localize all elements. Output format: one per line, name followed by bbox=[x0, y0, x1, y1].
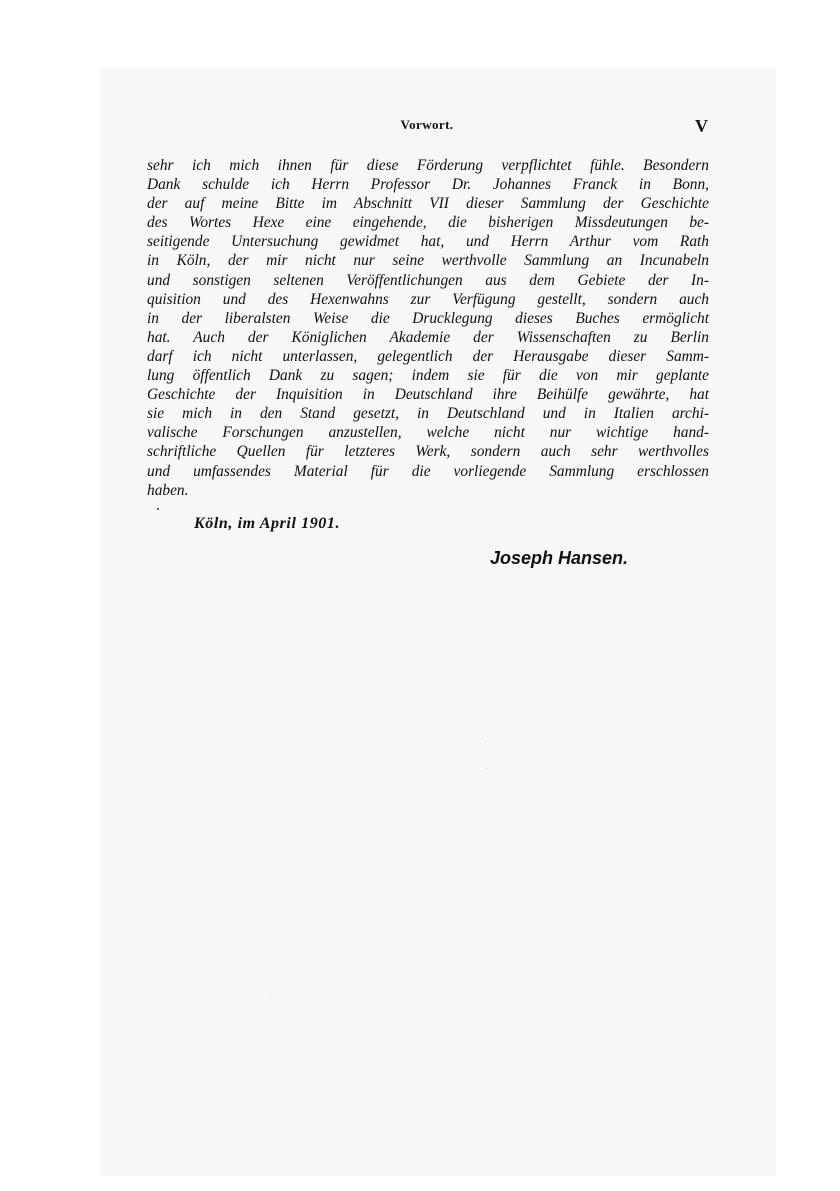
text-line: seitigende Untersuchung gewidmet hat, und Herrn Arthur vom Rath bbox=[147, 233, 709, 251]
text-line: in Köln, der mir nicht nur seine werthvolle Sammlung an Incunabeln bbox=[147, 252, 709, 270]
text-line: des Wortes Hexe eine eingehende, die bisherigen Missdeutungen be- bbox=[147, 214, 709, 232]
running-head bbox=[144, 117, 710, 137]
page-number: V bbox=[695, 116, 708, 136]
ink-speck bbox=[157, 508, 159, 510]
text-line: schriftliche Quellen für letzteres Werk, sondern auch sehr werthvolles bbox=[147, 443, 709, 461]
preface-paragraph bbox=[147, 156, 709, 500]
text-line: und umfassendes Material für die vorliegende Sammlung erschlossen bbox=[147, 462, 709, 480]
text-line: und sonstigen seltenen Veröffentlichungen aus dem Gebiete der In- bbox=[147, 271, 709, 289]
text-line: sehr ich mich ihnen für diese Förderung verpflichtet fühle. Besondern bbox=[147, 157, 709, 174]
text-line: lung öffentlich Dank zu sagen; indem sie für die von mir geplante bbox=[147, 367, 709, 385]
text-line: quisition und des Hexenwahns zur Verfügung gestellt, sondern auch bbox=[147, 290, 709, 308]
text-line: haben. bbox=[147, 481, 189, 499]
text-line: darf ich nicht unterlassen, gelegentlich der Herausgabe dieser Samm- bbox=[147, 347, 709, 365]
ink-speck bbox=[482, 738, 483, 739]
place-date: Köln, im April 1901. bbox=[194, 515, 341, 532]
text-line: der auf meine Bitte im Abschnitt VII dieser Sammlung der Geschichte bbox=[147, 195, 709, 213]
text-line: hat. Auch der Königlichen Akademie der Wissenschaften zu Berlin bbox=[147, 328, 709, 346]
running-title: Vorwort. bbox=[400, 117, 454, 132]
text-line: Geschichte der Inquisition in Deutschland ihre Beihülfe gewährte, hat bbox=[147, 386, 709, 404]
ink-speck bbox=[486, 768, 487, 769]
text-line: valische Forschungen anzustellen, welche nicht nur wichtige hand- bbox=[147, 424, 709, 442]
text-line: sie mich in den Stand gesetzt, in Deutschland und in Italien archi- bbox=[147, 405, 709, 423]
signature: Joseph Hansen. bbox=[490, 548, 629, 568]
ink-speck bbox=[270, 993, 271, 994]
text-line: in der liberalsten Weise die Drucklegung dieses Buches ermöglicht bbox=[147, 309, 709, 327]
text-line: Dank schulde ich Herrn Professor Dr. Johannes Franck in Bonn, bbox=[147, 176, 709, 194]
